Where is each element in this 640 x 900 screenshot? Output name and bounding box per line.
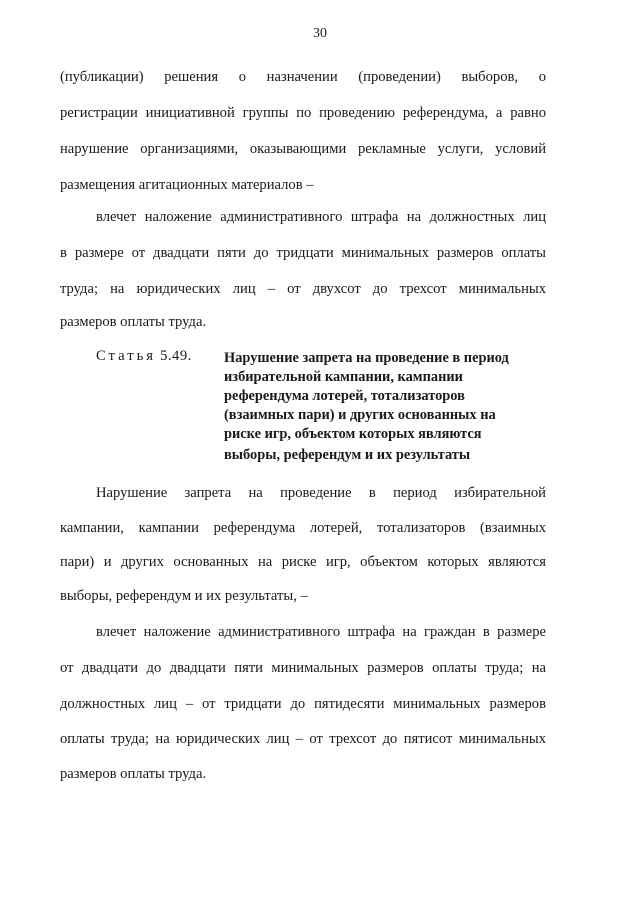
paragraph-3-line-2: кампании, кампании референдума лотерей, тотализаторов (взаимных [60, 520, 546, 536]
article-word: Статья [96, 348, 156, 364]
paragraph-4-line-1: влечет наложение административного штрафа на граждан в размере [96, 624, 546, 640]
article-title-line-1: Нарушение запрета на проведение в период [224, 350, 509, 366]
paragraph-1-line-4: размещения агитационных материалов – [60, 177, 314, 193]
paragraph-2-line-2: в размере от двадцати пяти до тридцати минимальных размеров оплаты [60, 245, 546, 261]
paragraph-1-line-3: нарушение организациями, оказывающими рекламные услуги, условий [60, 141, 546, 157]
paragraph-2-line-4: размеров оплаты труда. [60, 314, 207, 330]
paragraph-4-line-4: оплаты труда; на юридических лиц – от трехсот до пятисот минимальных [60, 731, 546, 747]
paragraph-3-line-1: Нарушение запрета на проведение в период избирательной [96, 485, 546, 501]
paragraph-1-line-1: (публикации) решения о назначении (проведении) выборов, о [60, 69, 546, 85]
paragraph-4-line-3: должностных лиц – от тридцати до пятидесяти минимальных размеров [60, 696, 546, 712]
article-label [96, 347, 192, 365]
article-title-line-3: референдума лотерей, тотализаторов [224, 388, 465, 404]
paragraph-3-line-3: пари) и других основанных на риске игр, объектом которых являются [60, 554, 546, 570]
paragraph-2-line-1: влечет наложение административного штрафа на должностных лиц [96, 209, 546, 225]
paragraph-2-line-3: труда; на юридических лиц – от двухсот до трехсот минимальных [60, 281, 546, 297]
article-number: 5.49. [160, 348, 192, 364]
article-title-line-5: риске игр, объектом которых являются [224, 426, 482, 442]
paragraph-4-line-2: от двадцати до двадцати пяти минимальных размеров оплаты труда; на [60, 660, 546, 676]
article-title-line-2: избирательной кампании, кампании [224, 369, 463, 385]
article-title-line-4: (взаимных пари) и других основанных на [224, 407, 496, 423]
paragraph-1-line-2: регистрации инициативной группы по проведению референдума, а равно [60, 105, 546, 121]
paragraph-3-line-4: выборы, референдум и их результаты, – [60, 588, 308, 604]
article-title-line-6: выборы, референдум и их результаты [224, 447, 471, 463]
paragraph-4-line-5: размеров оплаты труда. [60, 766, 207, 782]
page-number: 30 [313, 26, 327, 41]
